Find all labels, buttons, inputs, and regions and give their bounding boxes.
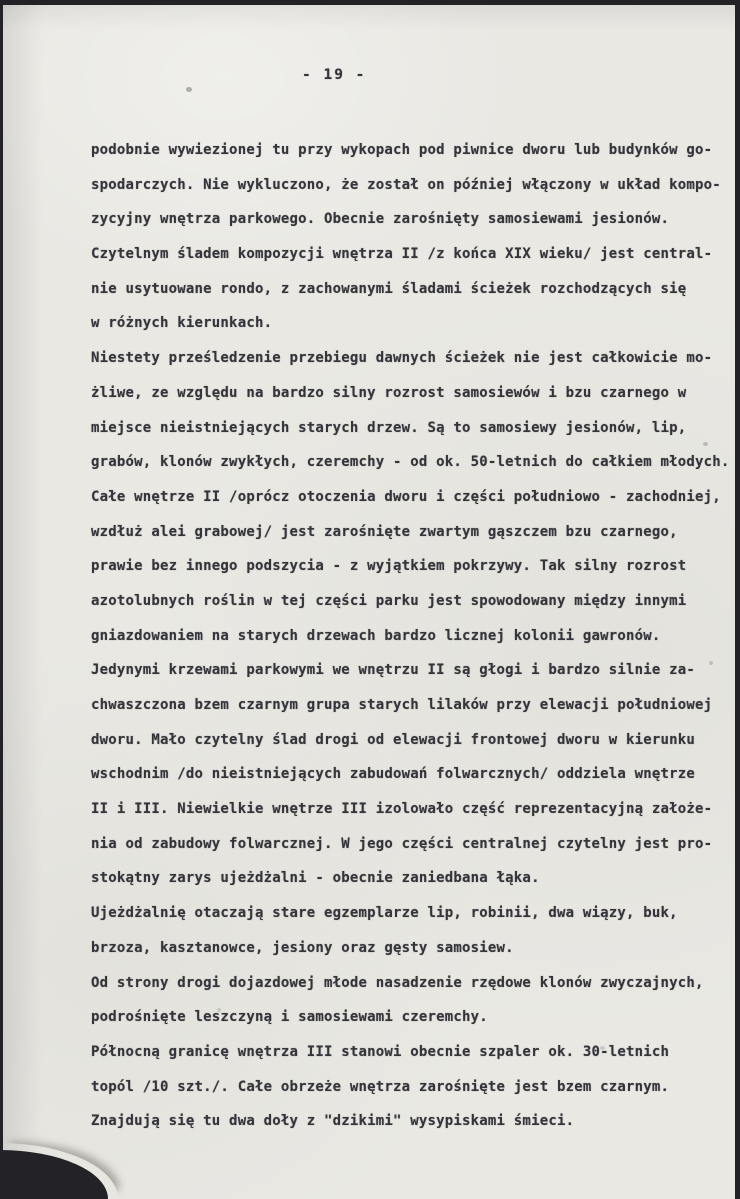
scan-speck bbox=[186, 87, 192, 92]
text-line: Północną granicę wnętrza III stanowi obecnie szpaler ok. 30-letnich bbox=[91, 1043, 670, 1060]
text-line: prawie bez innego podszycia - z wyjątkiem pokrzywy. Tak silny rozrost bbox=[91, 558, 687, 575]
text-line: Jedynymi krzewami parkowymi we wnętrzu II są głogi i bardzo silnie za- bbox=[91, 662, 696, 679]
scan-speck bbox=[709, 661, 713, 665]
document-text bbox=[91, 133, 740, 1139]
scan-speck bbox=[217, 1008, 221, 1012]
text-line: wzdłuż alei grabowej/ jest zarośnięte zwartym gąszczem bzu czarnego, bbox=[91, 523, 678, 540]
text-line: azotolubnych roślin w tej części parku jest spowodowany między innymi bbox=[91, 592, 687, 609]
text-line: Niestety prześledzenie przebiegu dawnych ścieżek nie jest całkowicie mo- bbox=[91, 350, 713, 367]
text-line: II i III. Niewielkie wnętrze III izolowało część reprezentacyjną założe- bbox=[91, 801, 713, 818]
text-line: miejsce nieistniejących starych drzew. Są to samosiewy jesionów, lip, bbox=[91, 419, 687, 436]
text-line: Czytelnym śladem kompozycji wnętrza II /z końca XIX wieku/ jest central- bbox=[91, 246, 713, 263]
text-line: Znajdują się tu dwa doły z "dzikimi" wysypiskami śmieci. bbox=[91, 1113, 575, 1130]
scan-speck bbox=[600, 1046, 605, 1050]
text-line: spodarczych. Nie wykluczono, że został on później włączony w układ kompo- bbox=[91, 176, 721, 193]
page-number: - 19 - bbox=[302, 67, 367, 83]
text-line: Od strony drogi dojazdowej młode nasadzenie rzędowe klonów zwyczajnych, bbox=[91, 974, 704, 991]
text-line: topól /10 szt./. Całe obrzeże wnętrza zarośnięte jest bzem czarnym. bbox=[91, 1078, 670, 1095]
text-line: Ujeżdżalnię otaczają stare egzemplarze lip, robinii, dwa wiązy, buk, bbox=[91, 905, 678, 922]
text-line: stokątny zarys ujeżdżalni - obecnie zaniedbana łąka. bbox=[91, 870, 540, 887]
text-line: podrośnięte leszczyną i samosiewami czeremchy. bbox=[91, 1009, 488, 1026]
text-line: brzoza, kasztanowce, jesiony oraz gęsty samosiew. bbox=[91, 939, 514, 956]
text-line: gniazdowaniem na starych drzewach bardzo licznej kolonii gawronów. bbox=[91, 627, 661, 644]
text-line: Całe wnętrze II /oprócz otoczenia dworu i części południowo - zachodniej, bbox=[91, 488, 721, 505]
text-line: nie usytuowane rondo, z zachowanymi śladami ścieżek rozchodzących się bbox=[91, 280, 687, 297]
text-line: dworu. Mało czytelny ślad drogi od elewacji frontowej dworu w kierunku bbox=[91, 731, 696, 748]
text-line: w różnych kierunkach. bbox=[91, 315, 273, 332]
text-line: grabów, klonów zwykłych, czeremchy - od ok. 50-letnich do całkiem młodych. bbox=[91, 454, 730, 471]
page-corner-curl bbox=[0, 1150, 108, 1199]
text-line: nia od zabudowy folwarcznej. W jego części centralnej czytelny jest pro- bbox=[91, 835, 713, 852]
text-line: żliwe, ze względu na bardzo silny rozrost samosiewów i bzu czarnego w bbox=[91, 384, 687, 401]
scan-speck bbox=[703, 442, 708, 446]
text-line: chwaszczona bzem czarnym grupa starych lilaków przy elewacji południowej bbox=[91, 697, 713, 713]
text-line: podobnie wywiezionej tu przy wykopach pod piwnice dworu lub budynków go- bbox=[91, 142, 713, 158]
text-line: wschodnim /do nieistniejących zabudowań folwarcznych/ oddziela wnętrze bbox=[91, 766, 696, 783]
document-page bbox=[3, 5, 735, 1199]
text-line: zycyjny wnętrza parkowego. Obecnie zarośnięty samosiewami jesionów. bbox=[91, 211, 670, 228]
